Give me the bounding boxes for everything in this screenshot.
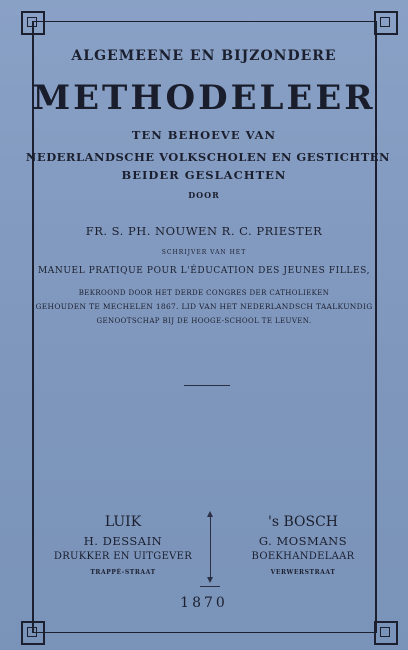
author-credit-award: BEKROOND DOOR HET DERDE CONGRES DER CATHOLIEKEN: [78, 289, 330, 297]
corner-ornament-top-right: [374, 11, 398, 35]
subtitle-schools: NEDERLANDSCHE VOLKSCHOLEN EN GESTICHTEN: [25, 150, 391, 164]
divider-rule: [184, 385, 230, 386]
publisher-right-place: 's BOSCH: [267, 514, 339, 530]
publisher-right-name: G. MOSMANS: [258, 534, 348, 548]
subtitle-sexes: BEIDER GESLACHTEN: [121, 168, 287, 182]
subtitle-purpose: TEN BEHOEVE VAN: [131, 128, 277, 142]
author-credit-membership: GEHOUDEN TE MECHELEN 1867. LID VAN HET NEDERLANDSCH TAALKUNDIG: [35, 302, 373, 311]
publisher-left-place: LUIK: [104, 514, 142, 530]
author-name: FR. S. PH. NOUWEN R. C. PRIESTER: [85, 224, 323, 238]
publisher-right-role: BOEKHANDELAAR: [251, 551, 355, 562]
corner-ornament-bottom-left: [21, 621, 45, 645]
year-rule: [200, 586, 220, 587]
publication-year: 1870: [180, 595, 228, 611]
by-label: DOOR: [188, 190, 220, 200]
author-credit-work: MANUEL PRATIQUE POUR L'ÉDUCATION DES JEUNES FILLES,: [37, 266, 371, 276]
publisher-left-name: H. DESSAIN: [83, 534, 163, 548]
author-credit-society: GENOOTSCHAP BIJ DE HOOGE-SCHOOL TE LEUVEN.: [96, 317, 312, 325]
publisher-divider-ornament: [210, 513, 211, 581]
corner-ornament-bottom-right: [374, 621, 398, 645]
subtitle-top: ALGEMEENE EN BIJZONDERE: [71, 48, 337, 64]
publisher-right-street: VERWERSTRAAT: [270, 569, 336, 576]
publisher-left-street: TRAPPÉ-STRAAT: [90, 569, 156, 576]
publisher-left-role: DRUKKER EN UITGEVER: [53, 551, 193, 562]
main-title: METHODELEER: [32, 78, 376, 118]
corner-ornament-top-left: [21, 11, 45, 35]
author-credit-intro: SCHRIJVER VAN HET: [161, 249, 247, 256]
